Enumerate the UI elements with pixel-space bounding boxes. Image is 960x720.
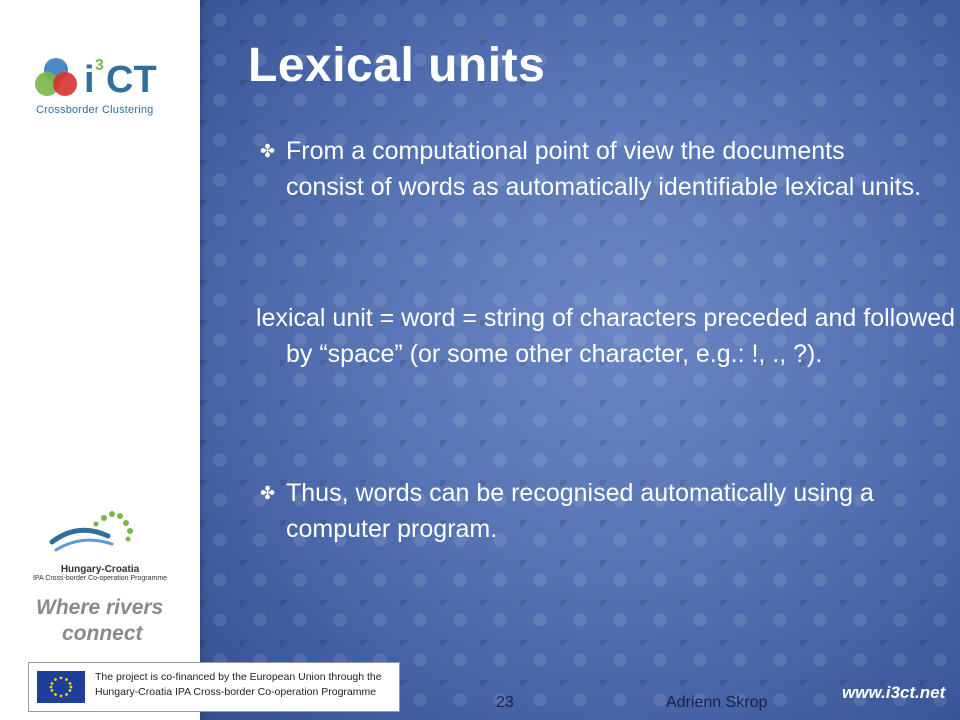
fancy-bullet-icon: ✤ bbox=[260, 141, 276, 161]
fancy-bullet-icon: ✤ bbox=[260, 483, 276, 503]
author-name: Adrienn Skrop bbox=[666, 694, 768, 711]
svg-text:3: 3 bbox=[95, 57, 104, 74]
svg-text:CT: CT bbox=[106, 59, 157, 101]
eu-funding-notice bbox=[28, 662, 400, 712]
slide-content-area bbox=[200, 0, 960, 720]
page-number: 23 bbox=[496, 694, 514, 711]
hungary-croatia-logo bbox=[48, 508, 140, 558]
partner-programme: IPA Cross-border Co-operation Programme bbox=[32, 575, 168, 582]
partner-name: Hungary-Croatia bbox=[60, 564, 140, 575]
slogan-line-1: Where rivers bbox=[36, 596, 164, 619]
definition-paragraph: lexical unit = word = string of characters preceded and followed by “space” (or some other character, e.g.: !, ., ?). bbox=[256, 304, 955, 368]
eu-notice-line-2: Hungary-Croatia IPA Cross-border Co-operation Programme bbox=[95, 686, 377, 698]
slide-title: Lexical units bbox=[248, 39, 546, 92]
bullet-paragraph-2: Thus, words can be recognised automatically using a computer program. bbox=[286, 479, 874, 543]
eu-notice-line-1: The project is co-financed by the European Union through the bbox=[95, 671, 382, 683]
eu-flag-icon bbox=[37, 671, 85, 703]
logo-subtitle: Crossborder Clustering bbox=[36, 104, 154, 116]
bullet-paragraph-1: From a computational point of view the documents consist of words as automatically identifiable lexical units. bbox=[286, 137, 922, 201]
svg-text:i: i bbox=[84, 59, 95, 101]
sidebar bbox=[0, 0, 200, 720]
website-url[interactable]: www.i3ct.net bbox=[842, 683, 946, 702]
slogan-line-2: connect bbox=[62, 622, 143, 645]
